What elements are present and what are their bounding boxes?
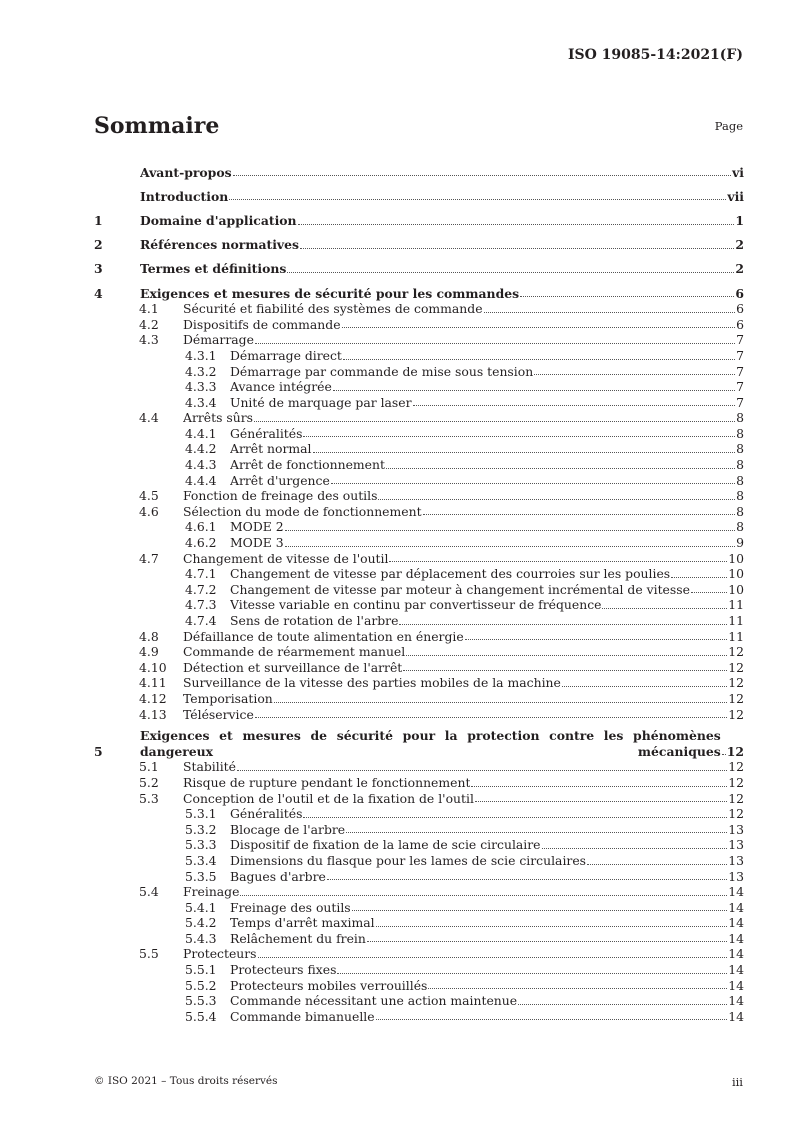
toc-entry-number: 4.6 xyxy=(139,503,159,519)
toc-leader-dots xyxy=(285,530,735,531)
toc-entry-number: 4.3.3 xyxy=(185,379,217,395)
toc-entry-number: 4.10 xyxy=(139,659,167,675)
toc-entry-number: 5.4.3 xyxy=(185,930,217,946)
toc-entry-number: 5.3.1 xyxy=(185,806,217,822)
standard-id: ISO 19085-14:2021(F) xyxy=(567,47,743,63)
toc-leader-dots xyxy=(331,483,735,484)
toc-entry-title: MODE 2 xyxy=(230,519,284,535)
toc-leader-dots xyxy=(520,296,734,297)
toc-entry-title: Protecteurs mobiles verrouillés xyxy=(230,977,428,993)
toc-entry-title: Termes et définitions xyxy=(140,261,287,277)
toc-leader-dots xyxy=(691,592,727,593)
toc-entry[interactable] xyxy=(94,915,744,931)
toc-entry[interactable] xyxy=(94,488,744,504)
toc-entry-number: 4.7.3 xyxy=(185,597,217,613)
toc-entry[interactable] xyxy=(94,900,744,916)
toc-entry-number: 4.12 xyxy=(139,690,167,706)
toc-leader-dots xyxy=(386,468,735,469)
toc-entry-page: 9 xyxy=(736,535,744,551)
toc-entry[interactable] xyxy=(94,660,744,676)
toc-entry-number: 5.4 xyxy=(139,884,159,900)
toc-leader-dots xyxy=(237,770,727,771)
toc-entry[interactable] xyxy=(94,317,744,333)
toc-entry[interactable] xyxy=(94,395,744,411)
toc-leader-dots xyxy=(333,390,735,391)
footer-page-number: iii xyxy=(731,1075,743,1089)
toc-entry-page: 14 xyxy=(728,1008,744,1024)
toc-entry-number: 5.5.4 xyxy=(185,1008,217,1024)
toc-entry-title: Dispositif de fixation de la lame de scie circulaire xyxy=(230,837,541,853)
toc-entry-title: Sélection du mode de fonctionnement xyxy=(183,503,422,519)
toc-entry-title: Généralités xyxy=(230,806,303,822)
toc-entry-number: 4.4.4 xyxy=(185,472,217,488)
toc-leader-dots xyxy=(722,754,726,755)
toc-entry-title: Vitesse variable en continu par convertisseur de fréquence xyxy=(230,597,602,613)
toc-entry-page: 12 xyxy=(728,690,744,706)
toc-entry-number: 4.7 xyxy=(139,550,159,566)
toc-entry[interactable] xyxy=(94,277,744,301)
toc-entry-title: Freinage xyxy=(183,884,240,900)
toc-leader-dots xyxy=(534,374,735,375)
toc-entry-number: 4 xyxy=(94,285,103,301)
toc-entry-title: Blocage de l'arbre xyxy=(230,821,346,837)
toc-entry-number: 4.5 xyxy=(139,488,159,504)
toc-leader-dots xyxy=(313,452,736,453)
toc-leader-dots xyxy=(255,343,735,344)
toc-entry[interactable] xyxy=(94,993,744,1009)
toc-entry-page: 7 xyxy=(736,394,744,410)
toc-entry-number: 5.3 xyxy=(139,790,159,806)
toc-leader-dots xyxy=(303,817,727,818)
toc-leader-dots xyxy=(229,199,726,200)
toc-leader-dots xyxy=(413,405,736,406)
toc-leader-dots xyxy=(367,941,727,942)
toc-entry-title: Démarrage par commande de mise sous tension xyxy=(230,363,534,379)
toc-entry[interactable] xyxy=(94,1009,744,1025)
toc-entry-number: 4.13 xyxy=(139,706,167,722)
toc-entry-page: 13 xyxy=(728,868,744,884)
toc-leader-dots xyxy=(300,248,734,249)
toc-leader-dots xyxy=(298,224,735,225)
toc-entry-number: 4.9 xyxy=(139,644,159,660)
toc-entry[interactable] xyxy=(94,519,744,535)
toc-entry-title: Généralités xyxy=(230,425,303,441)
toc-entry-title: Dispositifs de commande xyxy=(183,316,341,332)
toc-entry-page: vii xyxy=(727,188,744,204)
toc-entry-number: 5.5.2 xyxy=(185,977,217,993)
toc-entry[interactable] xyxy=(94,629,744,645)
toc-entry-page: 14 xyxy=(728,899,744,915)
toc-entry-page: 11 xyxy=(728,628,744,644)
toc-entry-page: 1 xyxy=(735,212,744,228)
toc-entry-title: Démarrage direct xyxy=(230,347,342,363)
toc-entry-number: 1 xyxy=(94,212,103,228)
toc-leader-dots xyxy=(258,957,728,958)
toc-entry-number: 5.5 xyxy=(139,946,159,962)
toc-entry-number: 4.7.4 xyxy=(185,613,217,628)
toc-entry-title: Sens de rotation de l'arbre xyxy=(230,613,399,628)
toc-entry-number: 2 xyxy=(94,237,103,253)
toc-leader-dots xyxy=(403,670,727,671)
toc-entry-title: Changement de vitesse par déplacement des courroies sur les poulies xyxy=(230,566,671,582)
toc-leader-dots xyxy=(240,895,727,896)
toc-entry-number: 5.3.3 xyxy=(185,837,217,853)
toc-entry-number: 4.8 xyxy=(139,628,159,644)
toc-entry-number: 5.5.1 xyxy=(185,962,217,978)
toc-entry-title: Exigences et mesures de sécurité pour les commandes xyxy=(140,285,520,301)
toc-entry[interactable] xyxy=(94,504,744,520)
toc-entry-page: 12 xyxy=(728,759,744,775)
toc-leader-dots xyxy=(423,514,736,515)
toc-entry[interactable] xyxy=(94,931,744,947)
toc-entry-title: Arrêt normal xyxy=(230,441,312,457)
toc-entry-page: 8 xyxy=(736,503,744,519)
toc-leader-dots xyxy=(562,686,727,687)
toc-entry-page: 8 xyxy=(736,519,744,535)
toc-entry-page: 14 xyxy=(728,884,744,900)
toc-entry-page: 10 xyxy=(728,550,744,566)
toc-entry-title: Risque de rupture pendant le fonctionnement xyxy=(183,774,471,790)
toc-leader-dots xyxy=(389,561,727,562)
toc-leader-dots xyxy=(342,327,736,328)
toc-entry-title: Fonction de freinage des outils xyxy=(183,488,378,504)
toc-entry[interactable] xyxy=(94,675,744,691)
toc-entry[interactable] xyxy=(94,837,744,853)
toc-entry-page: 12 xyxy=(728,774,744,790)
toc-entry-number: 5.3.4 xyxy=(185,852,217,868)
toc-entry-page: 7 xyxy=(736,363,744,379)
page-column-label: Page xyxy=(714,119,743,133)
toc-entry-page: 12 xyxy=(726,743,744,759)
toc-leader-dots xyxy=(343,359,735,360)
toc-entry-number: 4.4.2 xyxy=(185,441,217,457)
toc-entry-title: Relâchement du frein xyxy=(230,930,366,946)
toc-entry-number: 4.3.1 xyxy=(185,347,217,363)
copyright-notice: © ISO 2021 – Tous droits réservés xyxy=(94,1075,278,1087)
toc-entry-page: 7 xyxy=(736,347,744,363)
toc-entry-number: 5.5.3 xyxy=(185,993,217,1009)
toc-entry-page: 8 xyxy=(736,441,744,457)
toc-entry[interactable] xyxy=(94,869,744,885)
toc-entry-title: Arrêts sûrs xyxy=(183,410,254,426)
toc-entry-number: 4.6.2 xyxy=(185,535,217,551)
toc-entry[interactable] xyxy=(94,535,744,551)
toc-entry-page: 10 xyxy=(728,581,744,597)
toc-entry[interactable] xyxy=(94,156,744,180)
toc-entry-number: 5.4.2 xyxy=(185,915,217,931)
toc-leader-dots xyxy=(428,988,727,989)
toc-entry[interactable] xyxy=(94,613,744,629)
toc-entry-page: 12 xyxy=(728,675,744,691)
toc-entry-number: 4.1 xyxy=(139,301,159,317)
toc-entry[interactable] xyxy=(94,364,744,380)
toc-entry[interactable] xyxy=(94,775,744,791)
toc-entry-page: 6 xyxy=(736,316,744,332)
toc-entry-title: Sécurité et fiabilité des systèmes de commande xyxy=(183,301,483,317)
toc-entry[interactable] xyxy=(94,644,744,660)
toc-leader-dots xyxy=(378,499,735,500)
toc-leader-dots xyxy=(671,577,727,578)
toc-entry-title: Introduction xyxy=(140,188,229,204)
toc-entry-page: 2 xyxy=(735,261,744,277)
toc-entry-number: 5.1 xyxy=(139,759,159,775)
toc-entry-page: 14 xyxy=(728,977,744,993)
toc-entry-page: 7 xyxy=(736,332,744,348)
toc-entry-number: 5.4.1 xyxy=(185,899,217,915)
toc-leader-dots xyxy=(602,608,727,609)
toc-leader-dots xyxy=(346,832,727,833)
toc-leader-dots xyxy=(475,801,727,802)
toc-entry[interactable] xyxy=(94,791,744,807)
toc-entry-number: 4.2 xyxy=(139,316,159,332)
toc-entry-title: Avance intégrée xyxy=(230,379,332,395)
toc-entry-page: 12 xyxy=(728,790,744,806)
toc-entry[interactable] xyxy=(94,822,744,838)
toc-entry-page: 2 xyxy=(735,237,744,253)
toc-leader-dots xyxy=(471,786,727,787)
toc-entry[interactable] xyxy=(94,204,744,228)
toc-entry[interactable] xyxy=(94,551,744,567)
toc-leader-dots xyxy=(285,546,735,547)
toc-entry[interactable] xyxy=(94,457,744,473)
toc-leader-dots xyxy=(337,973,727,974)
toc-entry-title: Protecteurs fixes xyxy=(230,962,337,978)
table-of-contents xyxy=(94,156,744,1024)
toc-entry-number: 4.4 xyxy=(139,410,159,426)
toc-leader-dots xyxy=(287,272,734,273)
toc-entry-number: 5 xyxy=(94,743,103,759)
toc-entry[interactable] xyxy=(94,473,744,489)
toc-entry[interactable] xyxy=(94,301,744,317)
toc-entry-title: Surveillance de la vitesse des parties mobiles de la machine xyxy=(183,675,561,691)
toc-entry-page: 14 xyxy=(728,962,744,978)
toc-leader-dots xyxy=(542,848,728,849)
toc-entry-page: 6 xyxy=(736,301,744,317)
toc-entry-title: Bagues d'arbre xyxy=(230,868,326,884)
toc-entry-number: 4.7.1 xyxy=(185,566,217,582)
toc-entry-page: 8 xyxy=(736,410,744,426)
toc-entry[interactable] xyxy=(94,728,744,759)
toc-entry-page: 13 xyxy=(728,852,744,868)
toc-entry-page: 8 xyxy=(736,488,744,504)
toc-entry-title: Commande de réarmement manuel xyxy=(183,644,406,660)
toc-entry-page: 11 xyxy=(728,613,744,628)
toc-entry-page: 12 xyxy=(728,706,744,722)
toc-entry-number: 4.4.3 xyxy=(185,457,217,473)
toc-leader-dots xyxy=(233,175,732,176)
toc-leader-dots xyxy=(254,421,735,422)
toc-entry-title: Conception de l'outil et de la fixation de l'outil xyxy=(183,790,474,806)
toc-leader-dots xyxy=(406,655,727,656)
toc-entry-number: 4.7.2 xyxy=(185,581,217,597)
toc-leader-dots xyxy=(376,1019,728,1020)
toc-leader-dots xyxy=(399,624,727,625)
toc-entry-title: Détection et surveillance de l'arrêt xyxy=(183,659,403,675)
toc-entry-page: 12 xyxy=(728,806,744,822)
toc-leader-dots xyxy=(327,879,727,880)
toc-leader-dots xyxy=(587,864,727,865)
toc-leader-dots xyxy=(274,702,727,703)
toc-entry-title: Temps d'arrêt maximal xyxy=(230,915,375,931)
toc-entry[interactable] xyxy=(94,410,744,426)
toc-leader-dots xyxy=(484,312,736,313)
toc-entry[interactable] xyxy=(94,691,744,707)
toc-entry[interactable] xyxy=(94,253,744,277)
toc-entry-page: 11 xyxy=(728,597,744,613)
toc-entry-title: Unité de marquage par laser xyxy=(230,394,412,410)
toc-leader-dots xyxy=(376,926,728,927)
toc-entry[interactable] xyxy=(94,884,744,900)
toc-entry-title: Démarrage xyxy=(183,332,254,348)
toc-entry-number: 5.3.5 xyxy=(185,868,217,884)
toc-entry-number: 5.2 xyxy=(139,774,159,790)
toc-entry[interactable] xyxy=(94,978,744,994)
toc-entry[interactable] xyxy=(94,707,744,723)
toc-entry-page: 7 xyxy=(736,379,744,395)
toc-leader-dots xyxy=(518,1004,727,1005)
toc-entry-page: 14 xyxy=(728,915,744,931)
toc-entry[interactable] xyxy=(94,379,744,395)
toc-entry-page: 6 xyxy=(735,285,744,301)
toc-entry[interactable] xyxy=(94,962,744,978)
toc-entry-number: 5.3.2 xyxy=(185,821,217,837)
toc-entry-title: Arrêt d'urgence xyxy=(230,472,330,488)
toc-entry-page: 13 xyxy=(728,821,744,837)
toc-entry[interactable] xyxy=(94,853,744,869)
toc-entry-page: 8 xyxy=(736,425,744,441)
toc-entry-page: 8 xyxy=(736,457,744,473)
toc-entry-title: Avant-propos xyxy=(140,164,232,180)
toc-leader-dots xyxy=(303,436,735,437)
toc-entry-title: Changement de vitesse de l'outil xyxy=(183,550,389,566)
toc-entry[interactable] xyxy=(94,946,744,962)
toc-entry-title: Stabilité xyxy=(183,759,236,775)
toc-entry[interactable] xyxy=(94,582,744,598)
toc-entry-title: Références normatives xyxy=(140,237,299,253)
toc-entry-title: Commande bimanuelle xyxy=(230,1008,375,1024)
toc-entry-page: 8 xyxy=(736,472,744,488)
toc-entry-title: Arrêt de fonctionnement xyxy=(230,457,385,473)
toc-entry-title: Téléservice xyxy=(183,706,254,722)
toc-entry-number: 4.3.4 xyxy=(185,394,217,410)
toc-entry[interactable] xyxy=(94,759,744,775)
toc-entry[interactable] xyxy=(94,441,744,457)
toc-entry-title: Temporisation xyxy=(183,690,273,706)
toc-entry[interactable] xyxy=(94,229,744,253)
toc-entry-title: Commande nécessitant une action maintenue xyxy=(230,993,518,1009)
toc-leader-dots xyxy=(465,639,728,640)
toc-entry-number: 4.3.2 xyxy=(185,363,217,379)
toc-entry[interactable] xyxy=(94,348,744,364)
toc-entry-number: 4.11 xyxy=(139,675,167,691)
toc-entry-number: 4.4.1 xyxy=(185,425,217,441)
toc-entry[interactable] xyxy=(94,806,744,822)
toc-entry-title: Freinage des outils xyxy=(230,899,351,915)
toc-entry-title: Dimensions du flasque pour les lames de scie circulaires xyxy=(230,852,587,868)
toc-entry-page: 14 xyxy=(728,993,744,1009)
toc-entry[interactable] xyxy=(94,566,744,582)
toc-entry-number: 4.3 xyxy=(139,332,159,348)
toc-entry-number: 4.6.1 xyxy=(185,519,217,535)
toc-entry-page: 12 xyxy=(728,659,744,675)
page-title: Sommaire xyxy=(94,113,220,139)
toc-entry-page: vi xyxy=(732,164,744,180)
toc-entry[interactable] xyxy=(94,597,744,613)
toc-entry[interactable] xyxy=(94,180,744,204)
toc-entry-page: 10 xyxy=(728,566,744,582)
toc-entry-title: Changement de vitesse par moteur à changement incrémental de vitesse xyxy=(230,581,690,597)
toc-entry-page: 14 xyxy=(728,930,744,946)
toc-entry[interactable] xyxy=(94,332,744,348)
toc-entry-page: 14 xyxy=(728,946,744,962)
toc-entry-title: Domaine d'application xyxy=(140,212,297,228)
toc-entry-title: Protecteurs xyxy=(183,946,257,962)
toc-entry-title: Exigences et mesures de sécurité pour la protection contre les phénomènes dangereux mécaniques xyxy=(140,728,721,759)
toc-entry-title: MODE 3 xyxy=(230,535,284,551)
toc-entry-title: Défaillance de toute alimentation en énergie xyxy=(183,628,464,644)
toc-entry-number: 3 xyxy=(94,261,103,277)
toc-entry-page: 12 xyxy=(728,644,744,660)
toc-entry[interactable] xyxy=(94,426,744,442)
toc-leader-dots xyxy=(352,910,728,911)
toc-leader-dots xyxy=(255,717,727,718)
toc-entry-page: 13 xyxy=(728,837,744,853)
